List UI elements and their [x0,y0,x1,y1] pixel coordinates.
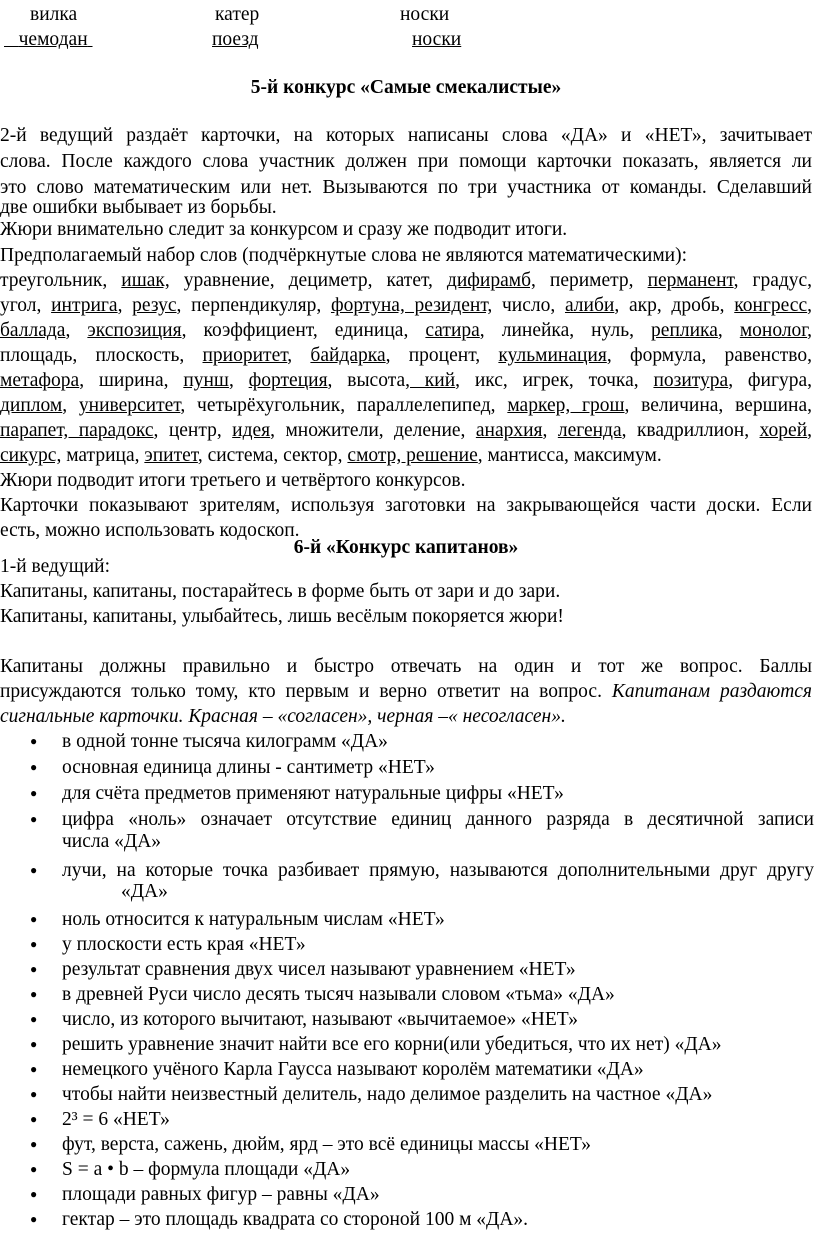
bullet-icon: ● [30,863,38,877]
rules-line: Капитаны должны правильно и быстро отвечать на один и тот же вопрос. Баллы [0,656,812,677]
bullet-icon: ● [30,786,38,800]
bullet-icon: ● [30,760,38,774]
top-word-underlined [4,27,93,53]
word-list-line: баллада, экспозиция, коэффициент, единица, сатира, линейка, нуль, реплика, монолог, [0,320,812,341]
rules-line-italic: сигнальные карточки. Красная – «согласен», черная –« несогласен». [0,706,566,727]
bullet-icon: ● [30,987,38,1001]
contest-5-title: 5-й конкурс «Самые смекалистые» [250,77,562,98]
word-list-line: площадь, плоскость, приоритет, байдарка, процент, кульминация, формула, равенство, [0,345,812,366]
jury-line: Жюри внимательно следит за конкурсом и сразу же подводит итоги. [0,219,568,240]
list-item-continuation: «ДА» [121,881,168,902]
list-item: в древней Руси число десять тысяч называли словом «тьма» «ДА» [62,984,615,1005]
rules-line: присуждаются только тому, кто первым и верно ответит на вопрос. Капитанам раздаются [0,681,813,702]
list-item: фут, верста, сажень, дюйм, ярд – это всё единицы массы «НЕТ» [62,1134,592,1155]
contest-6-title: 6-й «Конкурс капитанов» [293,537,519,558]
poem-line: Капитаны, капитаны, постарайтесь в форме быть от зари и до зари. [0,581,561,602]
bullet-icon: ● [30,734,38,748]
bullet-icon: ● [30,1212,38,1226]
bullet-icon: ● [30,1037,38,1051]
word-list-line: метафора, ширина, пунш, фортеция, высота, кий, икс, игрек, точка, позитура, фигура, [0,370,812,391]
cards-line: Карточки показывают зрителям, используя заготовки на закрывающейся части доски. Если [0,495,812,516]
list-item: число, из которого вычитают, называют «вычитаемое» «НЕТ» [62,1009,578,1030]
bullet-icon: ● [30,962,38,976]
bullet-icon: ● [30,1162,38,1176]
list-item: S = a • b – формула площади «ДА» [62,1159,351,1180]
bullet-icon: ● [30,912,38,926]
list-item: немецкого учёного Карла Гаусса называют королём математики «ДА» [62,1059,644,1080]
bullet-icon: ● [30,1137,38,1151]
list-item: чтобы найти неизвестный делитель, надо делимое разделить на частное «ДА» [62,1084,713,1105]
top-word: катер [215,4,260,25]
list-item: у плоскости есть края «НЕТ» [62,934,306,955]
list-item: 2³ = 6 «НЕТ» [62,1109,170,1130]
summary-line: Жюри подводит итоги третьего и четвёртого конкурсов. [0,470,466,491]
paragraph-line: 2-й ведущий раздаёт карточки, на которых написаны слова «ДА» и «НЕТ», зачитывает [0,125,812,146]
word-list-line: треугольник, ишак, уравнение, дециметр, катет, дифирамб, периметр, перманент, градус, [0,270,813,291]
list-item: площади равных фигур – равны «ДА» [62,1184,380,1205]
top-word-underlined: носки [412,29,462,50]
top-word: носки [400,4,450,25]
word-set-intro: Предполагаемый набор слов (подчёркнутые слова не являются математическими): [0,245,688,266]
list-item: решить уравнение значит найти все его корни(или убедиться, что их нет) «ДА» [62,1034,722,1055]
list-item: в одной тонне тысяча килограмм «ДА» [62,731,388,752]
bullet-icon: ● [30,1087,38,1101]
bullet-icon: ● [30,812,38,826]
paragraph-line: слова. После каждого слова участник должен при помощи карточки показать, является ли [0,151,812,172]
list-item: цифра «ноль» означает отсутствие единиц данного разряда в десятичной записи [62,809,814,830]
bullet-icon: ● [30,1062,38,1076]
word-list-line: угол, интрига, резус, перпендикуляр, фортуна, резидент, число, алиби, акр, дробь, конгресс, [0,295,812,316]
paragraph-line: это слово математическим или нет. Вызываются по три участника от команды. Сделавший [0,177,812,198]
top-word-underlined: поезд [212,29,259,50]
top-word: вилка [30,4,78,25]
bullet-icon: ● [30,1187,38,1201]
cards-line: есть, можно использовать кодоскоп. [0,520,300,541]
list-item: основная единица длины - сантиметр «НЕТ» [62,757,435,778]
list-item-continuation: числа «ДА» [62,831,162,852]
list-item: лучи, на которые точка разбивает прямую, называются дополнительными друг другу [62,860,814,881]
host-line: 1-й ведущий: [0,556,111,577]
poem-line: Капитаны, капитаны, улыбайтесь, лишь весёлым покоряется жюри! [0,606,564,627]
list-item: результат сравнения двух чисел называют уравнением «НЕТ» [62,959,576,980]
word-list-line: диплом, университет, четырёхугольник, параллелепипед, маркер, грош, величина, вершина, [0,395,812,416]
word-list-line: сикурс, матрица, эпитет, система, сектор, смотр, решение, мантисса, максимум. [0,445,662,466]
bullet-icon: ● [30,937,38,951]
list-item: для счёта предметов применяют натуральные цифры «НЕТ» [62,783,564,804]
list-item: ноль относится к натуральным числам «НЕТ» [62,909,445,930]
top-word-text: чемодан [18,29,88,50]
paragraph-line: две ошибки выбывает из борьбы. [0,197,277,218]
list-item: гектар – это площадь квадрата со стороной 100 м «ДА». [62,1209,529,1230]
word-list-line: парапет, парадокс, центр, идея, множители, деление, анархия, легенда, квадриллион, хорей, [0,420,813,441]
bullet-icon: ● [30,1012,38,1026]
bullet-icon: ● [30,1112,38,1126]
